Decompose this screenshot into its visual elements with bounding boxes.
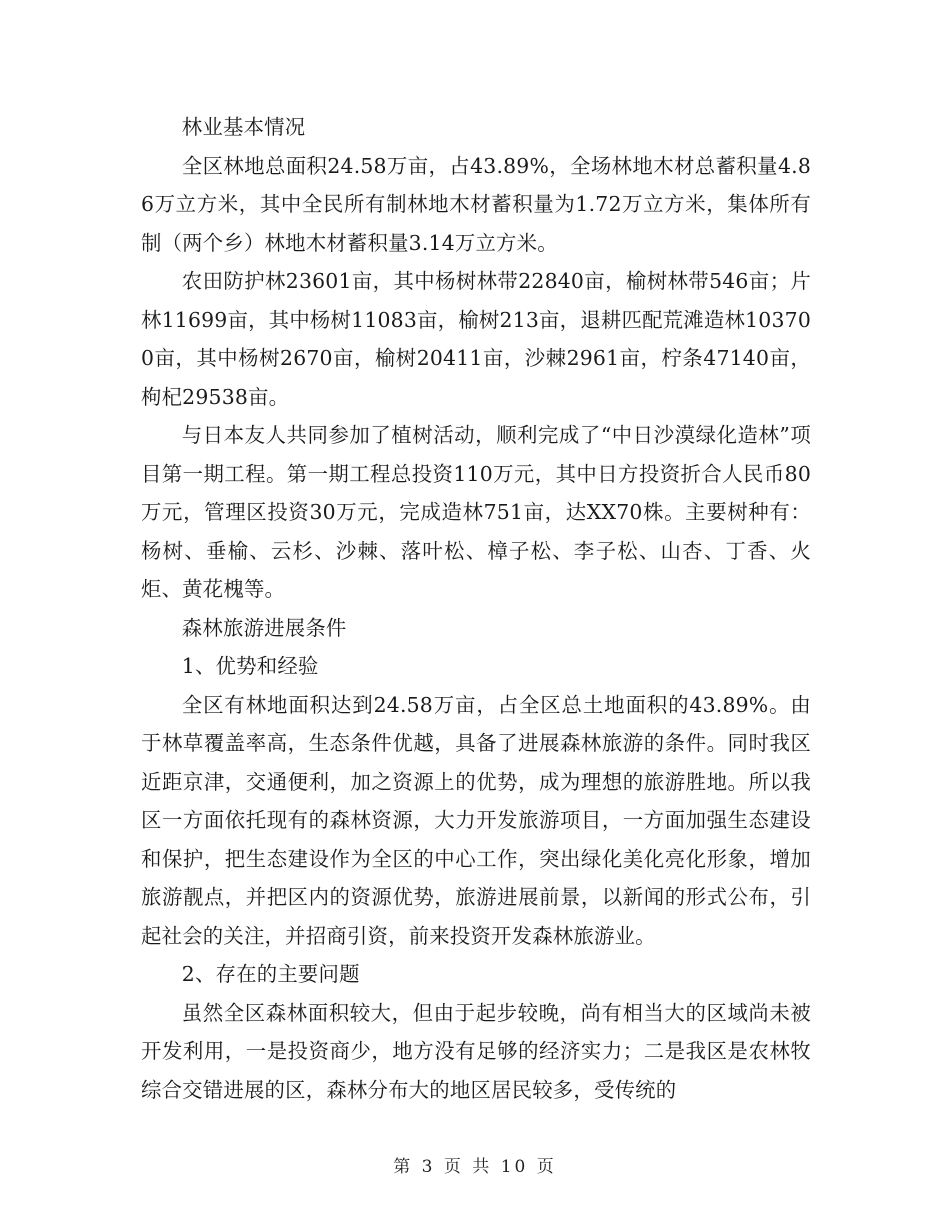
page-number-footer: 第 3 页 共 10 页 [393, 1157, 557, 1177]
section-heading-tourism: 森林旅游进展条件 [181, 615, 347, 640]
paragraph-shelterbelt: 农田防护林23601亩，其中杨树林带22840亩，榆树林带546亩；片林11699亩，其中杨树11083亩，榆树213亩，退耕匹配荒滩造林103700亩，其中杨树2670亩，榆树20411亩，沙棘2961亩，柠条47140亩，枸杞29538亩。 [141, 269, 811, 409]
document-body [141, 108, 811, 1109]
paragraph-planting-project: 与日本友人共同参加了植树活动，顺利完成了“中日沙漠绿化造林”项目第一期工程。第一期工程总投资110万元，其中日方投资折合人民币80万元，管理区投资30万元，完成造林751亩，达XX70株。主要树种有：杨树、垂榆、云杉、沙棘、落叶松、樟子松、李子松、山杏、丁香、火炬、黄花槐等。 [141, 423, 811, 601]
paragraph-problems: 虽然全区森林面积较大，但由于起步较晚，尚有相当大的区域尚未被开发利用，一是投资商少，地方没有足够的经济实力；二是我区是农林牧综合交错进展的区，森林分布大的地区居民较多，受传统的 [141, 1000, 811, 1102]
section-heading-forestry: 林业基本情况 [181, 115, 306, 139]
subheading-problems: 2、存在的主要问题 [181, 962, 360, 986]
subheading-advantages: 1、优势和经验 [181, 654, 319, 678]
paragraph-advantages: 全区有林地面积达到24.58万亩，占全区总土地面积的43.89%。由于林草覆盖率高，生态条件优越，具备了进展森林旅游的条件。同时我区近距京津，交通便利，加之资源上的优势，成为理想的旅游胜地。所以我区一方面依托现有的森林资源，大力开发旅游项目，一方面加强生态建设和保护，把生态建设作为全区的中心工作，突出绿化美化亮化形象，增加旅游靓点，并把区内的资源优势，旅游进展前景，以新闻的形式公布，引起社会的关注，并招商引资，前来投资开发森林旅游业。 [141, 692, 811, 948]
paragraph-forest-area: 全区林地总面积24.58万亩，占43.89%，全场林地木材总蓄积量4.86万立方米，其中全民所有制林地木材蓄积量为1.72万立方米，集体所有制（两个乡）林地木材蓄积量3.14万立方米。 [141, 153, 811, 255]
